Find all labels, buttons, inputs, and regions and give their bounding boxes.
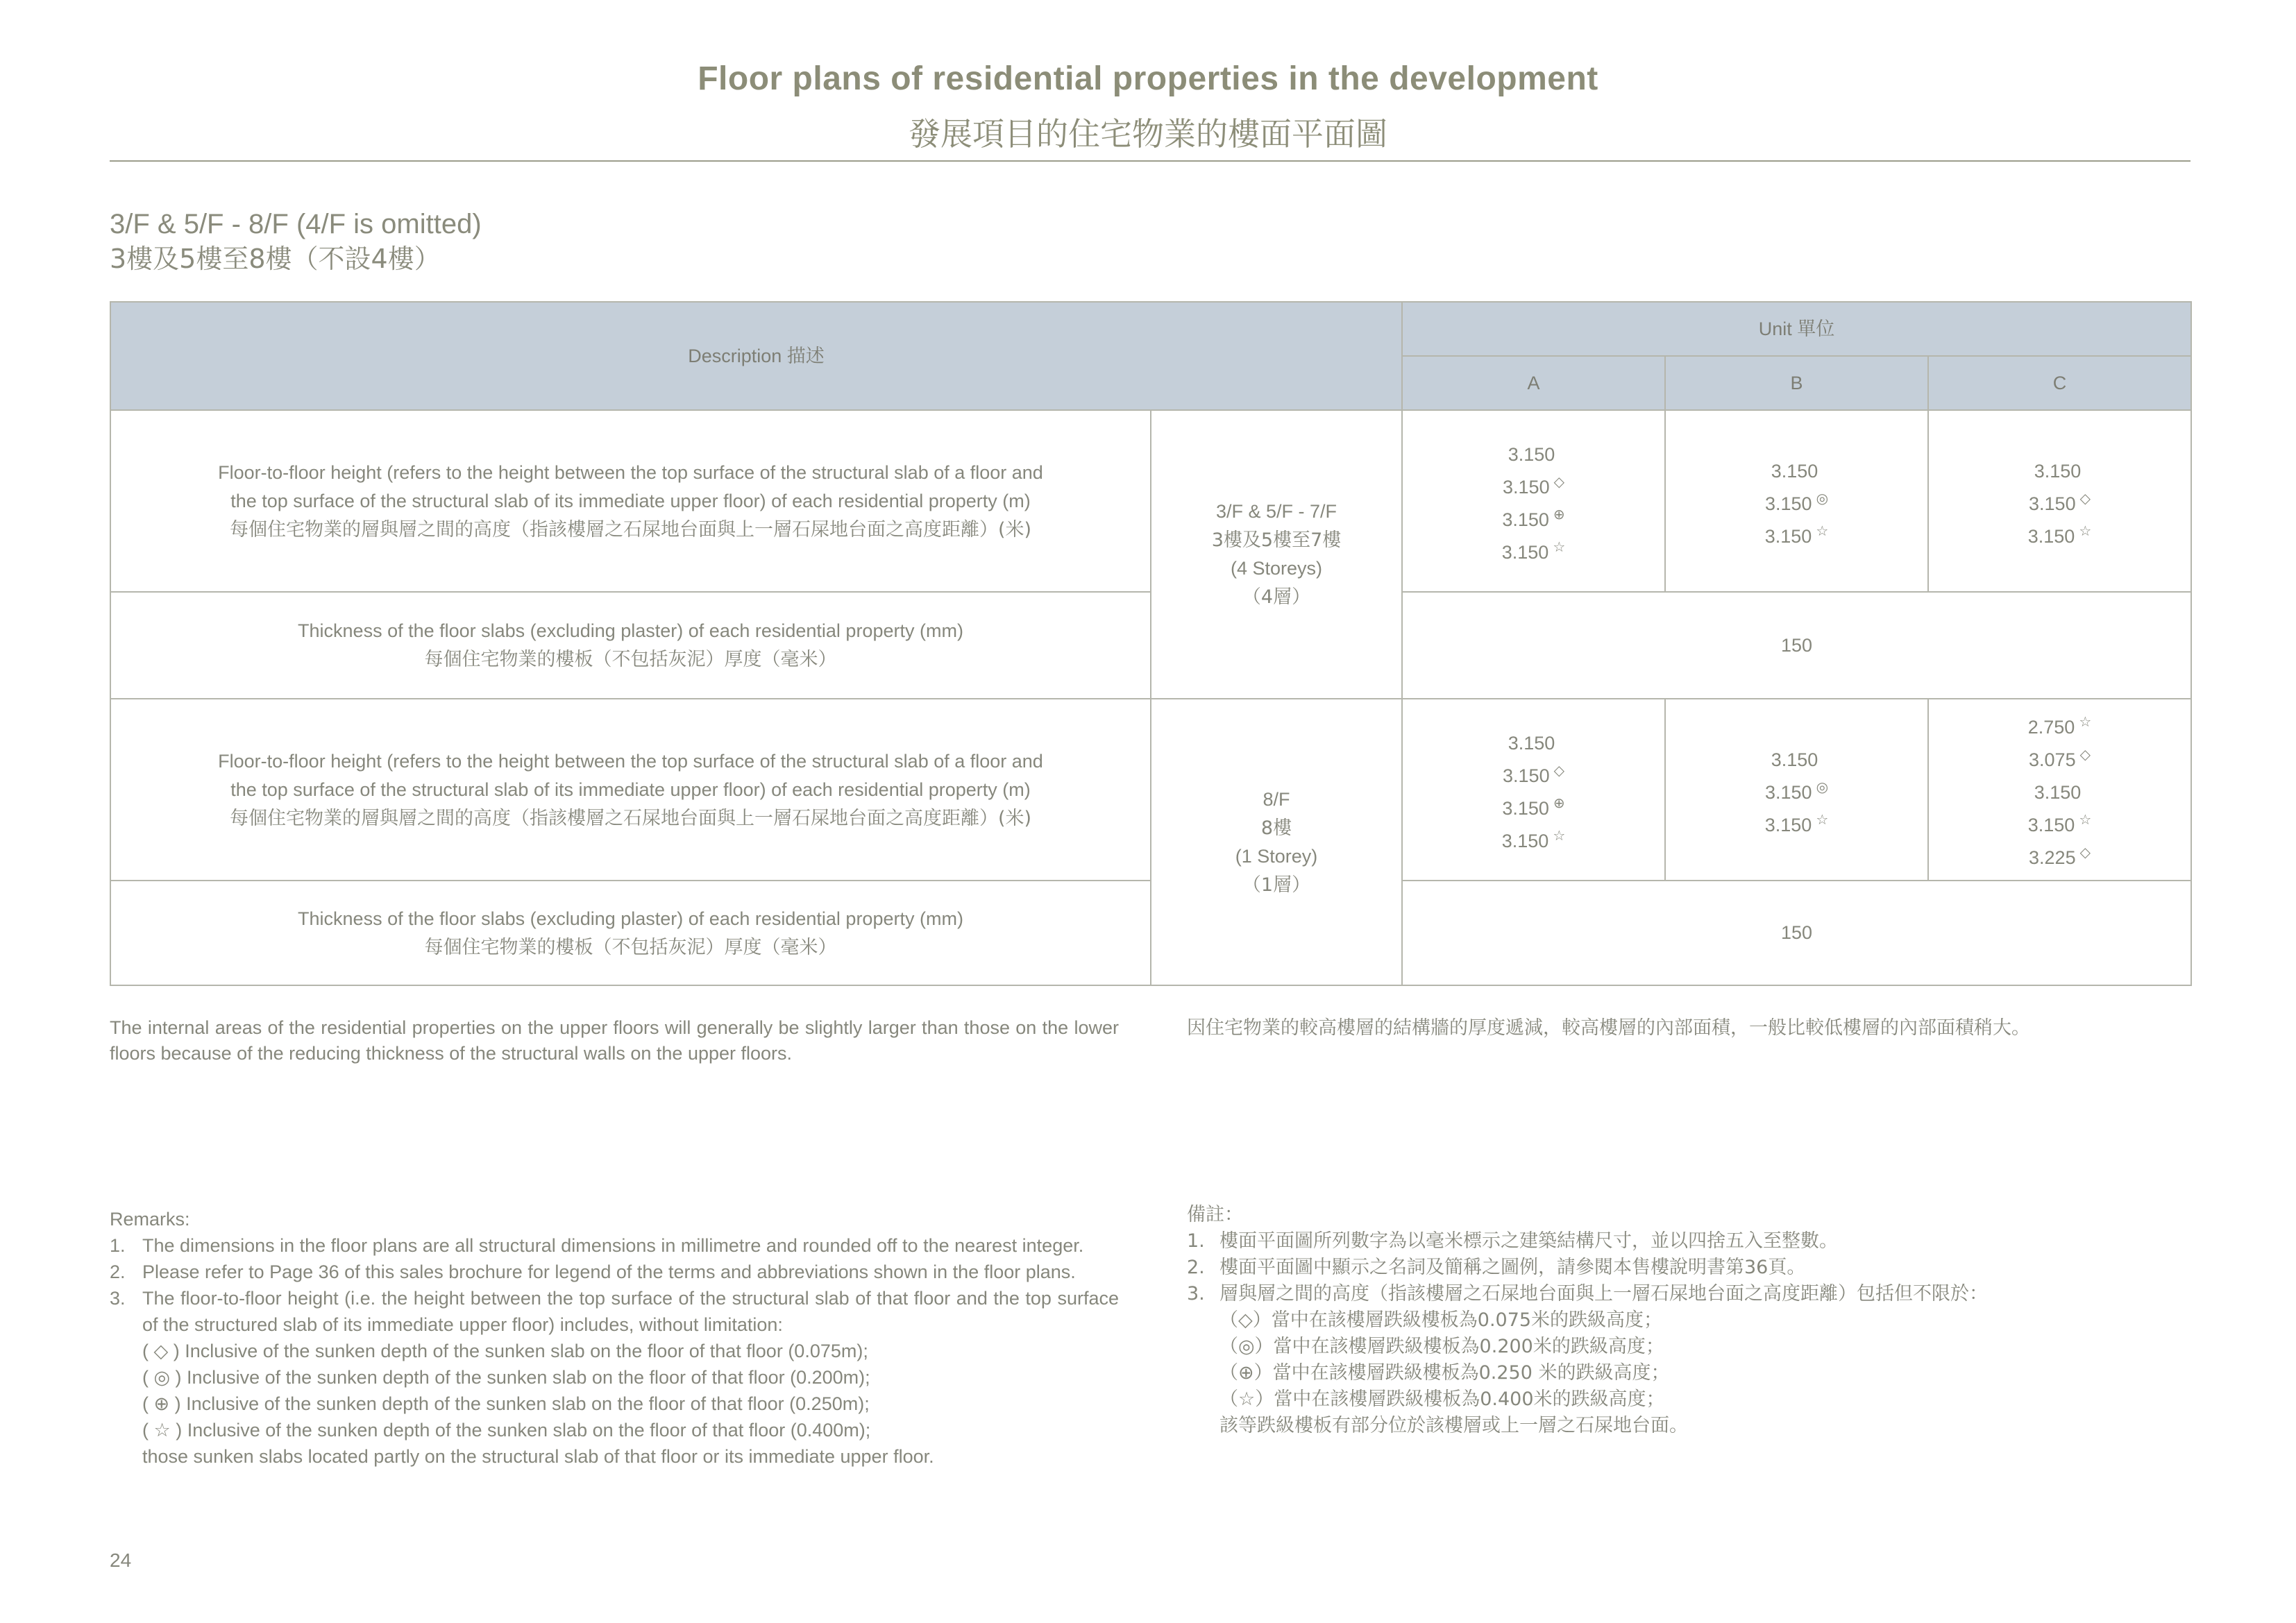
unit-header-a: A [1402,356,1665,410]
thickness-description: Thickness of the floor slabs (excluding plaster) of each residential property (mm) 每個住宅物業的樓板（不包括灰泥）厚度（毫米） [110,592,1151,699]
unit-c-heights [1928,699,2191,881]
internal-area-note-zh: 因住宅物業的較高樓層的結構牆的厚度遞減，較高樓層的內部面積，一般比較低樓層的內部面積稍大。 [1187,1017,2030,1039]
unit-b-heights [1665,699,1928,881]
height-value: 2.750 ☆ [2027,713,2092,738]
remark-sub-item: （☆）當中在該樓層跌級樓板為0.400米的跌級高度； [1219,1388,1665,1410]
remark-item: 1. The dimensions in the floor plans are all structural dimensions in millimetre and rounded off to the nearest integer. [110,1235,1084,1256]
sunken-slab-symbol: ☆ [1816,810,1829,828]
height-value: 3.150 ☆ [1501,827,1566,851]
unit-c-heights [1928,410,2191,592]
subtitle-zh: 3樓及5樓至8樓（不設4樓） [110,244,441,274]
remarks-list-en [110,1232,1119,1338]
remark-item: 3. The floor-to-floor height (i.e. the height between the top surface of the structural slab of that floor and the top surface of the structured slab of its immediate upper floor) includes, without limitation: [110,1288,1119,1335]
remarks-zh [1187,1202,2191,1439]
sunken-slab-symbol: ⊕ [1553,794,1565,811]
remark-item: 2. Please refer to Page 36 of this sales brochure for legend of the terms and abbreviations shown in the floor plans. [110,1261,1076,1282]
height-value: 3.150 [1771,460,1818,482]
height-value: 3.150 ◎ [1764,489,1829,514]
sunken-slab-symbol: ◇ [2079,489,2091,507]
floor-height-table [110,301,2192,986]
height-value: 3.150 ☆ [2027,522,2092,547]
height-value: 3.150 ⊕ [1502,794,1565,819]
height-value: 3.150 ◇ [1503,762,1564,786]
subtitle-en: 3/F & 5/F - 8/F (4/F is omitted) [110,209,482,239]
height-value: 3.150 ⊕ [1502,506,1565,530]
unit-b-heights [1665,410,1928,592]
page-header [0,60,2296,155]
sunken-slab-symbol: ◇ [2079,745,2091,763]
remark-sub-item: （◎）當中在該樓層跌級樓板為0.200米的跌級高度； [1219,1336,1664,1357]
page-title-zh: 發展項目的住宅物業的樓面平面圖 [909,115,1387,153]
sunken-slab-symbol: ◇ [1553,762,1564,779]
sunken-slab-symbol: ◎ [1816,489,1829,507]
remark-sub-item: ( ☆ ) Inclusive of the sunken depth of the sunken slab on the floor of that floor (0.400m); [142,1420,871,1441]
height-value: 3.150 [1508,733,1555,754]
height-value: 3.225 ◇ [2029,843,2091,868]
sunken-slab-symbol: ☆ [2079,522,2092,539]
remarks-list-zh [1187,1228,2191,1307]
sunken-slab-symbol: ◇ [2079,843,2091,860]
remark-sub-item: those sunken slabs located partly on the structural slab of that floor or its immediate upper floor. [142,1446,934,1467]
sunken-slab-symbol: ☆ [1553,827,1566,844]
unit-a-heights [1402,410,1665,592]
height-description: Floor-to-floor height (refers to the height between the top surface of the structural slab of a floor and the top surface of the structural slab of its immediate upper floor) of each residential property (m) 每個住宅物業的層與層之間的高度（指該樓層之石屎地台面與上一層石屎地台面之高度距離）(米) [110,699,1151,881]
unit-header-c: C [1928,356,2191,410]
internal-area-note-en: The internal areas of the residential properties on the upper floors will generally be slightly larger than those on the lower floors because of the reducing thickness of the structural walls on the upper floors. [110,1017,1119,1064]
height-value: 3.150 ☆ [1764,810,1829,835]
remark-sub-item: ( ⊕ ) Inclusive of the sunken depth of the sunken slab on the floor of that floor (0.250m); [142,1393,870,1414]
remark-item: 1. 樓面平面圖所列數字為以毫米標示之建築結構尺寸，並以四捨五入至整數。 [1187,1230,1838,1252]
height-value: 3.075 ◇ [2029,745,2091,770]
sunken-slab-symbol: ◎ [1816,778,1829,795]
height-value: 3.150 ◇ [1503,473,1564,498]
sunken-slab-symbol: ☆ [1553,538,1566,555]
remarks-heading-zh: 備註： [1187,1204,1243,1225]
header-divider [110,160,2191,162]
height-value: 3.150 [1771,749,1818,770]
height-value: 3.150 ☆ [2027,810,2092,835]
height-value: 3.150 ☆ [1501,538,1566,563]
floor-range-cell: 3/F & 5/F - 7/F 3樓及5樓至7樓 (4 Storeys) （4層） [1151,410,1402,699]
sunken-slab-symbol: ☆ [1816,522,1829,539]
height-value: 3.150 [2034,781,2082,803]
page-title-en: Floor plans of residential properties in the development [698,60,1598,97]
unit-header: Unit 單位 [1402,302,2191,356]
remark-sub-item: （◇）當中在該樓層跌級樓板為0.075米的跌級高度； [1219,1309,1663,1331]
page-number: 24 [110,1549,132,1571]
height-value: 3.150 ☆ [1764,522,1829,547]
description-header: Description 描述 [110,302,1402,410]
height-value: 3.150 [1508,444,1555,465]
height-description: Floor-to-floor height (refers to the height between the top surface of the structural slab of a floor and the top surface of the structural slab of its immediate upper floor) of each residential property (m) 每個住宅物業的層與層之間的高度（指該樓層之石屎地台面與上一層石屎地台面之高度距離）(米) [110,410,1151,592]
remark-sub-item: （⊕）當中在該樓層跌級樓板為0.250 米的跌級高度； [1219,1362,1670,1384]
remark-sub-item: 該等跌級樓板有部分位於該樓層或上一層之石屎地台面。 [1219,1415,1688,1436]
slab-thickness-value: 150 [1402,881,2191,985]
sunken-slab-symbol: ☆ [2079,810,2092,828]
unit-a-heights [1402,699,1665,881]
remarks-heading-en: Remarks: [110,1209,190,1230]
unit-header-b: B [1665,356,1928,410]
height-value: 3.150 [2034,460,2082,482]
height-value: 3.150 ◇ [2029,489,2091,514]
sunken-slab-symbol: ⊕ [1553,506,1565,522]
slab-thickness-value: 150 [1402,592,2191,699]
sunken-slab-symbol: ◇ [1553,473,1564,490]
remark-item: 2. 樓面平面圖中顯示之名詞及簡稱之圖例，請參閱本售樓說明書第36頁。 [1187,1257,1806,1278]
remark-sub-item: ( ◇ ) Inclusive of the sunken depth of the sunken slab on the floor of that floor (0.075m); [142,1341,868,1361]
thickness-description: Thickness of the floor slabs (excluding plaster) of each residential property (mm) 每個住宅物業的樓板（不包括灰泥）厚度（毫米） [110,881,1151,985]
sunken-slab-symbol: ☆ [2079,713,2092,730]
floor-range-cell: 8/F 8樓 (1 Storey) （1層） [1151,699,1402,985]
remarks-en [110,1206,1119,1470]
height-value: 3.150 ◎ [1764,778,1829,803]
remark-item: 3. 層與層之間的高度（指該樓層之石屎地台面與上一層石屎地台面之高度距離）包括但不限於： [1187,1283,1988,1305]
section-subtitle [110,207,482,276]
remark-sub-item: ( ◎ ) Inclusive of the sunken depth of the sunken slab on the floor of that floor (0.200m); [142,1367,870,1388]
